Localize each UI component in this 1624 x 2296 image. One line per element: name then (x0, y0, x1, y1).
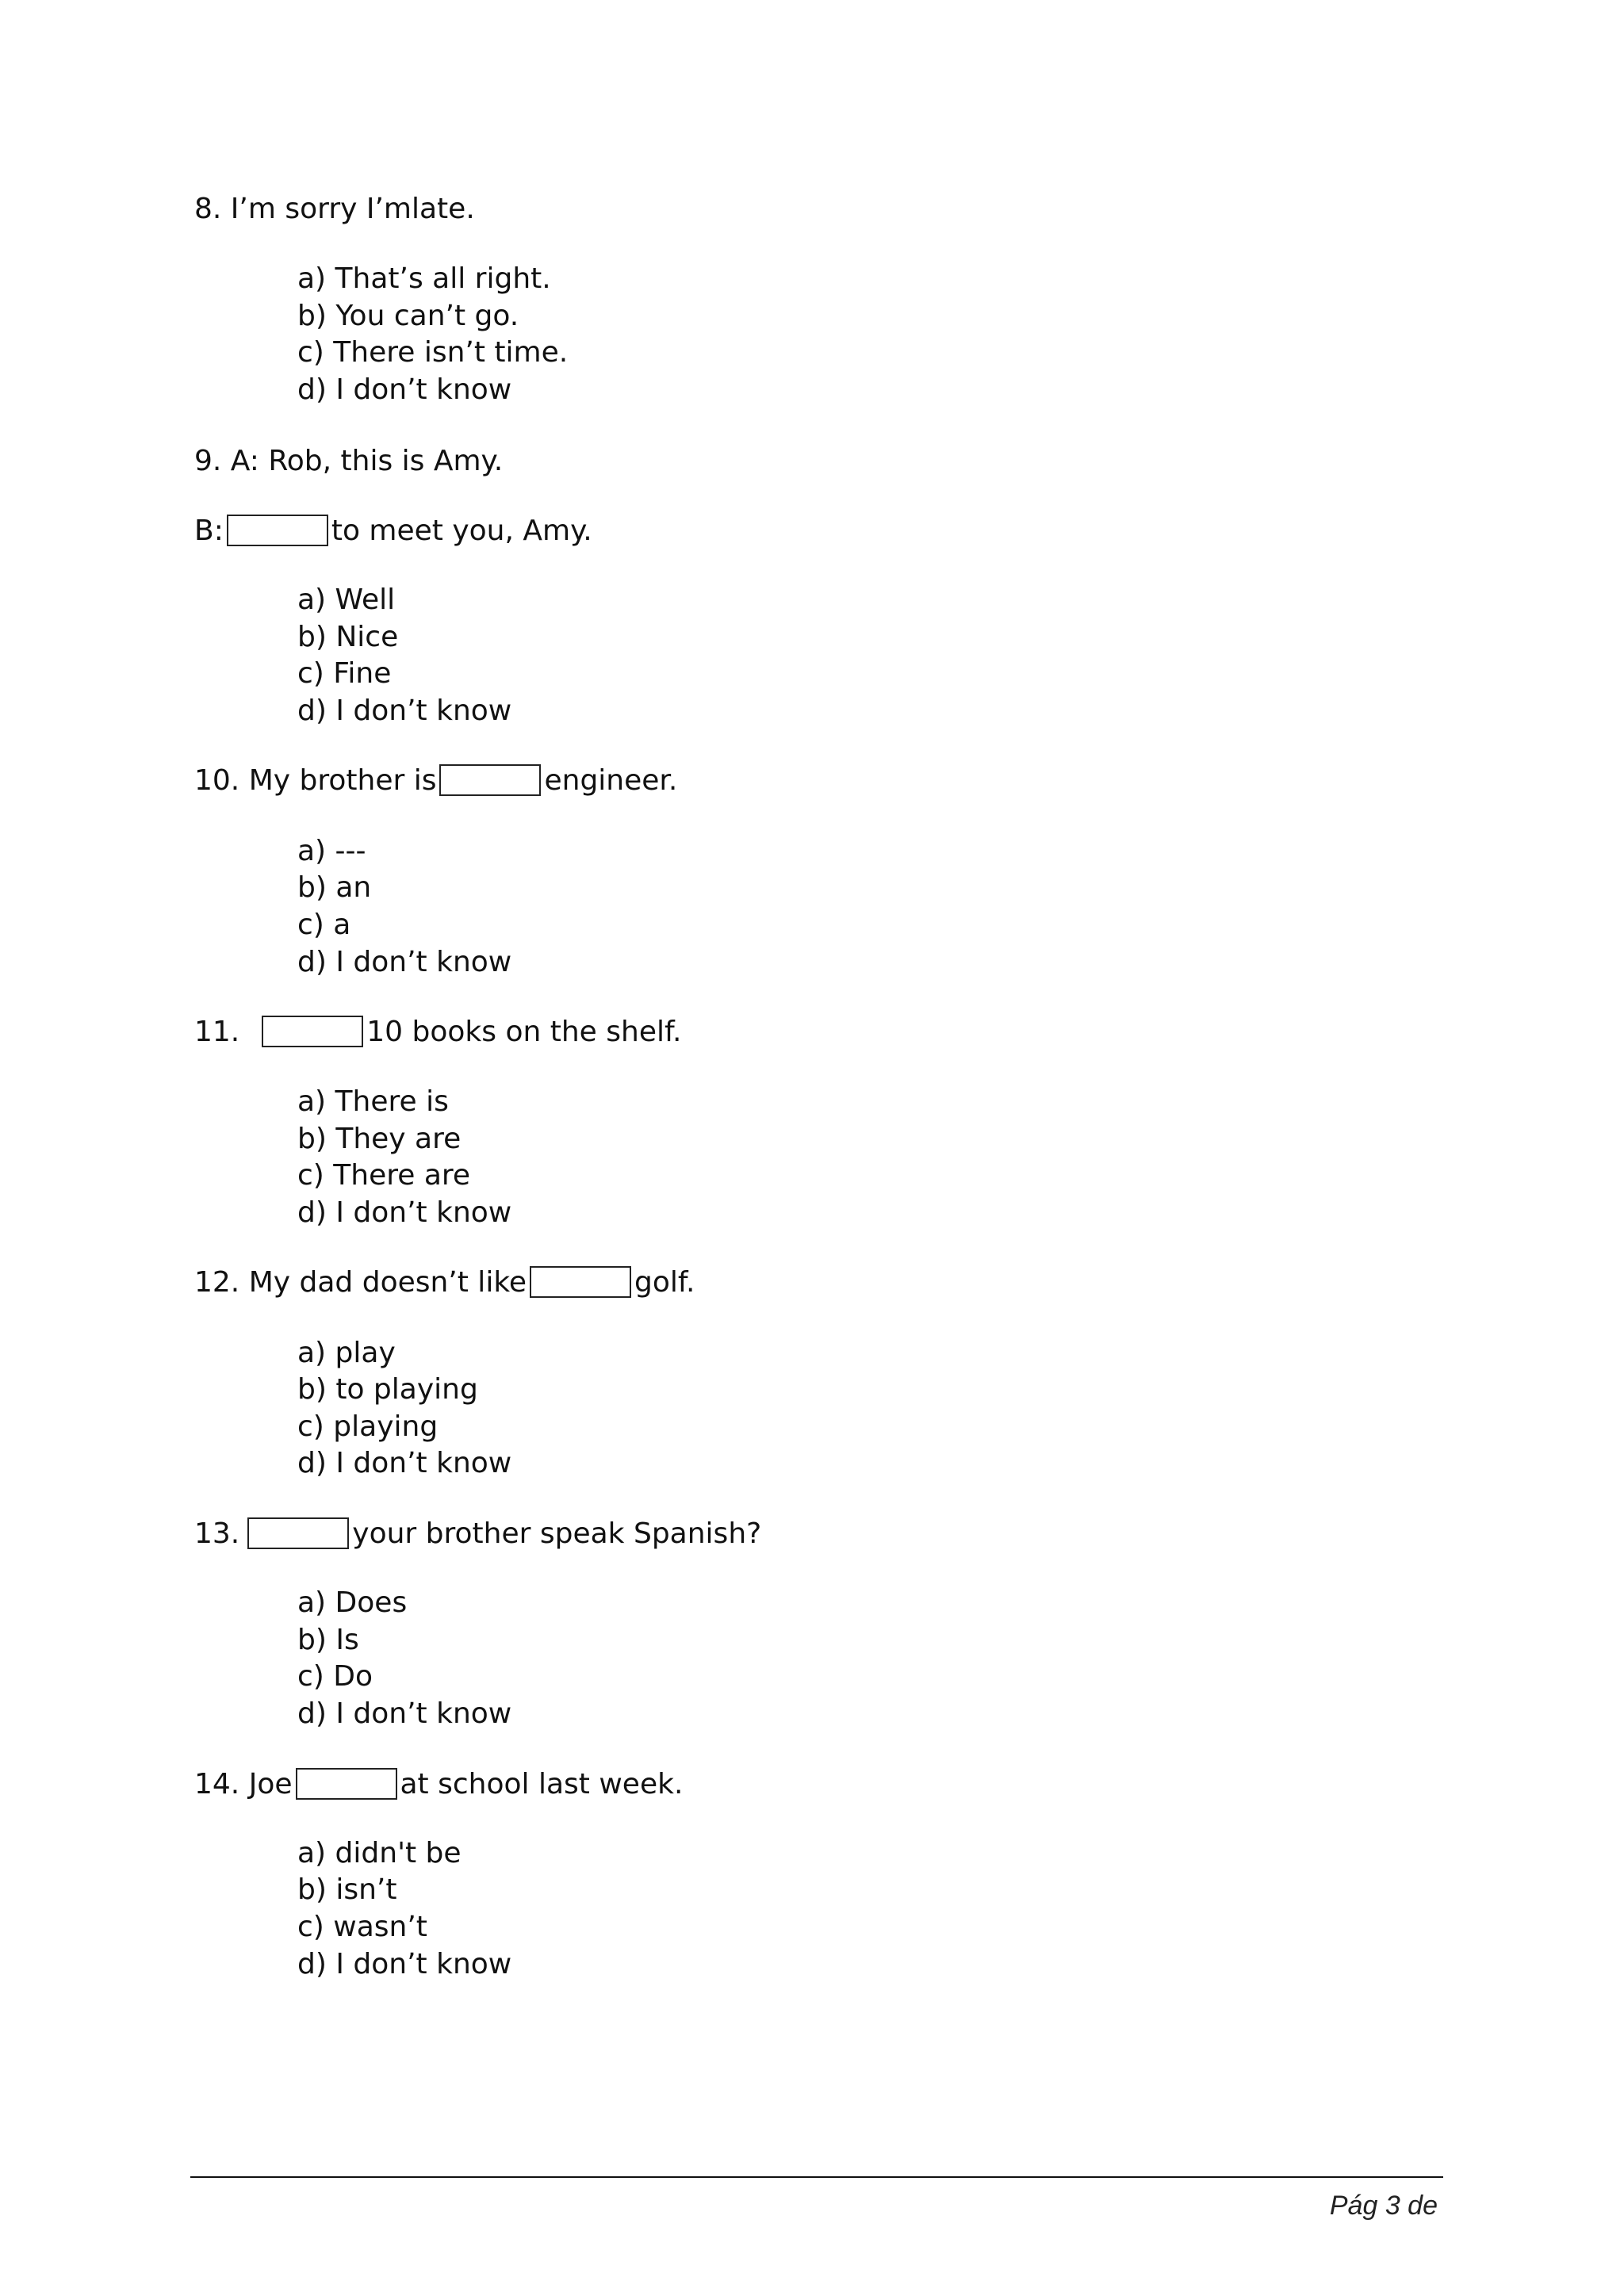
page-number-label: Pág 3 de (1329, 2191, 1438, 2221)
question-13-stem (194, 1517, 761, 1552)
question-8-stem (194, 192, 475, 227)
question-9-option-a[interactable]: a) Well (297, 584, 396, 616)
question-8-option-a[interactable]: a) That’s all right. (297, 262, 551, 295)
question-10-text-after: engineer. (544, 764, 678, 797)
question-12-stem (194, 1265, 695, 1300)
question-11-option-a[interactable]: a) There is (297, 1085, 449, 1118)
question-9-answer-blank[interactable] (227, 515, 328, 546)
question-11-stem (194, 1015, 682, 1050)
question-14-text-before: 14. Joe (194, 1768, 293, 1800)
question-8-text: 8. I’m sorry I’mlate. (194, 193, 475, 225)
question-14-option-a[interactable]: a) didn't be (297, 1837, 462, 1869)
question-11-number: 11. (194, 1016, 240, 1048)
question-14-stem (194, 1767, 683, 1802)
question-11-option-c[interactable]: c) There are (297, 1159, 471, 1192)
question-8-option-b[interactable]: b) You can’t go. (297, 300, 519, 332)
question-10-text-before: 10. My brother is (194, 764, 437, 797)
question-13-option-a[interactable]: a) Does (297, 1586, 408, 1619)
question-12-option-a[interactable]: a) play (297, 1337, 396, 1369)
question-11-option-d[interactable]: d) I don’t know (297, 1196, 512, 1229)
question-13-option-b[interactable]: b) Is (297, 1624, 359, 1656)
question-12-text-before: 12. My dad doesn’t like (194, 1266, 527, 1299)
question-13-option-d[interactable]: d) I don’t know (297, 1697, 512, 1730)
question-9-option-c[interactable]: c) Fine (297, 657, 392, 690)
question-9-option-d[interactable]: d) I don’t know (297, 695, 512, 727)
question-12-option-c[interactable]: c) playing (297, 1410, 439, 1443)
question-10-option-d[interactable]: d) I don’t know (297, 946, 512, 978)
question-11-option-b[interactable]: b) They are (297, 1123, 462, 1155)
question-8-option-c[interactable]: c) There isn’t time. (297, 336, 569, 369)
question-13-number: 13. (194, 1517, 240, 1550)
question-8-option-d[interactable]: d) I don’t know (297, 373, 512, 406)
question-11-answer-blank[interactable] (262, 1016, 363, 1047)
question-9-text: 9. A: Rob, this is Amy. (194, 445, 504, 477)
question-10-stem (194, 763, 677, 798)
question-14-answer-blank[interactable] (296, 1768, 397, 1800)
question-12-text-after: golf. (634, 1266, 695, 1299)
question-10-option-b[interactable]: b) an (297, 871, 372, 904)
question-9-option-b[interactable]: b) Nice (297, 621, 399, 653)
question-9-text-after: to meet you, Amy. (331, 515, 592, 547)
question-13-option-c[interactable]: c) Do (297, 1660, 373, 1693)
question-10-option-c[interactable]: c) a (297, 909, 351, 941)
question-12-answer-blank[interactable] (530, 1266, 631, 1298)
question-12-option-b[interactable]: b) to playing (297, 1373, 478, 1406)
question-11-text-after: 10 books on the shelf. (366, 1016, 682, 1048)
footer-divider (190, 2176, 1443, 2178)
question-9-speaker-b: B: (194, 515, 224, 547)
question-12-option-d[interactable]: d) I don’t know (297, 1447, 512, 1479)
question-10-answer-blank[interactable] (439, 764, 541, 796)
question-9-dialogue-line (194, 514, 592, 549)
question-14-option-c[interactable]: c) wasn’t (297, 1911, 427, 1943)
question-10-option-a[interactable]: a) --- (297, 835, 366, 867)
question-14-text-after: at school last week. (400, 1768, 684, 1800)
question-13-text-after: your brother speak Spanish? (352, 1517, 762, 1550)
question-13-answer-blank[interactable] (247, 1517, 349, 1549)
question-14-option-d[interactable]: d) I don’t know (297, 1948, 512, 1980)
question-14-option-b[interactable]: b) isn’t (297, 1873, 397, 1906)
question-9-stem (194, 444, 503, 479)
